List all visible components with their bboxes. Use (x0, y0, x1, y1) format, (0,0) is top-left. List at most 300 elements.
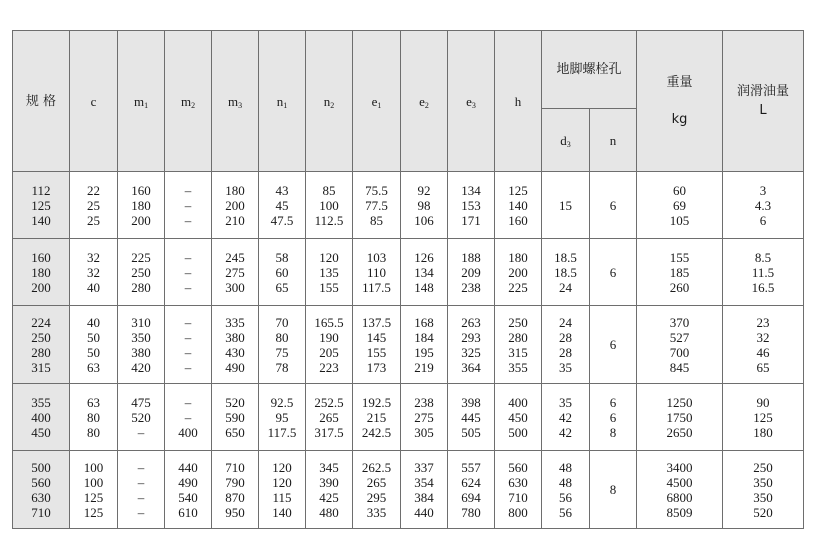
cell-value: 43 (275, 182, 289, 198)
cell-n1 (259, 306, 306, 384)
cell-value: 355 (508, 359, 528, 375)
cell-n (590, 172, 637, 239)
cell-value: 112 (31, 182, 51, 198)
cell-value: – (184, 329, 192, 345)
cell-value: 106 (414, 212, 434, 228)
header-n2-base: n (323, 93, 331, 109)
cell-m2 (165, 451, 212, 529)
cell-value: 8509 (666, 504, 693, 520)
cell-value: 160 (508, 212, 528, 228)
cell-value: 110 (366, 264, 387, 280)
cell-value: 950 (225, 504, 245, 520)
cell-m1 (118, 306, 165, 384)
cell-value: 610 (178, 504, 198, 520)
cell-value: 398 (461, 394, 481, 410)
cell-d3 (542, 172, 590, 239)
cell-h (495, 451, 542, 529)
cell-m1 (118, 384, 165, 451)
cell-value: 40 (87, 314, 100, 330)
header-n: n (590, 109, 637, 172)
cell-value: 317.5 (314, 424, 344, 440)
cell-value: 160 (31, 249, 51, 265)
cell-c (70, 239, 118, 306)
cell-value: 3400 (666, 459, 693, 475)
cell-value: 527 (669, 329, 690, 345)
cell-value: 23 (756, 314, 770, 330)
table-row (13, 239, 804, 306)
cell-value: 560 (31, 474, 51, 490)
cell-oil (723, 172, 804, 239)
cell-value: 125 (83, 504, 104, 520)
cell-value: 168 (414, 314, 434, 330)
cell-value: 126 (414, 249, 434, 265)
cell-value: 293 (461, 329, 481, 345)
cell-value: 45 (275, 197, 289, 213)
cell-value: 120 (319, 249, 339, 265)
cell-value: 335 (366, 504, 387, 520)
header-d3 (542, 109, 590, 172)
cell-value: 125 (508, 182, 528, 198)
cell-value: 125 (31, 197, 51, 213)
header-e2-sub: 2 (424, 100, 429, 110)
cell-value: 354 (414, 474, 434, 490)
cell-value: 65 (275, 279, 289, 295)
cell-h (495, 306, 542, 384)
cell-value: 475 (131, 394, 151, 410)
cell-value: 70 (275, 314, 289, 330)
cell-value: 75.5 (365, 182, 388, 198)
cell-value: 540 (178, 489, 198, 505)
cell-spec (13, 384, 70, 451)
cell-value: 125 (753, 409, 773, 425)
cell-weight (637, 239, 723, 306)
cell-d3 (542, 384, 590, 451)
cell-oil (723, 451, 804, 529)
cell-weight (637, 451, 723, 529)
cell-value: 520 (225, 394, 245, 410)
header-oil-unit: L (759, 103, 767, 118)
cell-value: 80 (275, 329, 289, 345)
cell-value: 400 (508, 394, 528, 410)
cell-m3 (212, 451, 259, 529)
cell-value: 155 (319, 279, 339, 295)
cell-value: 560 (508, 459, 528, 475)
cell-value: 25 (87, 197, 100, 213)
cell-value: 140 (272, 504, 292, 520)
cell-m3 (212, 172, 259, 239)
cell-value: 520 (753, 504, 773, 520)
header-oil (723, 31, 804, 172)
cell-value: 117.5 (362, 279, 391, 295)
cell-oil (723, 306, 804, 384)
cell-value: 92 (417, 182, 431, 198)
cell-value: 35 (559, 394, 572, 410)
cell-value: 48 (559, 474, 572, 490)
cell-m2 (165, 239, 212, 306)
cell-value: 69 (673, 197, 687, 213)
cell-value: 63 (87, 359, 100, 375)
cell-value: 28 (559, 344, 572, 360)
cell-value: 135 (319, 264, 339, 280)
cell-value: 40 (87, 279, 100, 295)
cell-value: 80 (87, 424, 100, 440)
cell-value: 2650 (666, 424, 693, 440)
cell-value: 4.3 (754, 197, 772, 213)
cell-m3 (212, 306, 259, 384)
cell-value: 100 (83, 474, 104, 490)
cell-value: 337 (414, 459, 434, 475)
cell-value: 75 (275, 344, 289, 360)
cell-value: 173 (366, 359, 387, 375)
spec-table (12, 30, 804, 529)
cell-value: 180 (31, 264, 51, 280)
header-weight (637, 31, 723, 172)
cell-value: 77.5 (365, 197, 388, 213)
cell-value: 148 (414, 279, 434, 295)
header-d3-base: d (560, 132, 567, 148)
cell-value: 80 (87, 409, 100, 425)
cell-value: 355 (31, 394, 51, 410)
cell-value: 335 (225, 314, 245, 330)
cell-value: 95 (275, 409, 289, 425)
cell-n (590, 306, 637, 384)
cell-m1 (118, 172, 165, 239)
cell-m1 (118, 451, 165, 529)
cell-d3 (542, 451, 590, 529)
cell-n (590, 239, 637, 306)
cell-value: 134 (461, 182, 481, 198)
cell-value: – (137, 459, 145, 475)
cell-m2 (165, 172, 212, 239)
cell-value: 450 (508, 409, 528, 425)
cell-value: 195 (414, 344, 434, 360)
cell-value: 350 (753, 489, 773, 505)
cell-value: 6 (609, 197, 617, 213)
cell-n2 (306, 172, 353, 239)
header-oil-label: 润滑油量 (737, 84, 790, 99)
cell-value: 275 (414, 409, 434, 425)
cell-value: 624 (461, 474, 481, 490)
cell-value: 16.5 (751, 279, 775, 295)
header-e3-sub: 3 (471, 100, 476, 110)
cell-value: 140 (31, 212, 51, 228)
cell-value: 165.5 (314, 314, 344, 330)
cell-value: 420 (131, 359, 151, 375)
cell-value: 345 (319, 459, 339, 475)
cell-e2 (401, 306, 448, 384)
cell-value: 190 (319, 329, 339, 345)
cell-value: – (184, 314, 192, 330)
cell-value: – (137, 424, 145, 440)
cell-value: 445 (461, 409, 481, 425)
header-m3 (212, 31, 259, 172)
cell-value: 11.5 (751, 264, 775, 280)
cell-spec (13, 172, 70, 239)
cell-value: 440 (414, 504, 434, 520)
cell-value: 24 (559, 279, 572, 295)
cell-e1 (353, 451, 401, 529)
cell-value: 224 (31, 314, 51, 330)
cell-value: 25 (87, 212, 100, 228)
header-m3-base: m (227, 93, 239, 109)
cell-value: 160 (131, 182, 151, 198)
cell-value: 780 (461, 504, 481, 520)
cell-value: 145 (366, 329, 387, 345)
cell-value: 384 (414, 489, 434, 505)
cell-value: 50 (87, 344, 100, 360)
cell-value: 117.5 (267, 424, 297, 440)
cell-value: 8 (609, 424, 617, 440)
cell-value: – (184, 212, 192, 228)
cell-value: 60 (673, 182, 687, 198)
cell-value: 280 (131, 279, 151, 295)
cell-value: 370 (669, 314, 690, 330)
cell-e2 (401, 384, 448, 451)
cell-value: 63 (87, 394, 100, 410)
header-e1-base: e (371, 93, 378, 109)
header-e3 (448, 31, 495, 172)
cell-oil (723, 239, 804, 306)
cell-value: 390 (319, 474, 339, 490)
cell-value: 1250 (666, 394, 693, 410)
cell-value: – (184, 264, 192, 280)
cell-value: 710 (508, 489, 528, 505)
cell-value: 315 (508, 344, 528, 360)
cell-m2 (165, 384, 212, 451)
cell-e3 (448, 384, 495, 451)
cell-value: 32 (87, 264, 100, 280)
cell-e2 (401, 239, 448, 306)
cell-n2 (306, 451, 353, 529)
cell-value: 60 (275, 264, 289, 280)
cell-value: 790 (225, 474, 245, 490)
table-row (13, 306, 804, 384)
cell-value: 85 (370, 212, 383, 228)
cell-value: 245 (225, 249, 245, 265)
cell-value: 219 (414, 359, 434, 375)
cell-value: 380 (131, 344, 151, 360)
cell-value: 315 (31, 359, 51, 375)
cell-value: 364 (461, 359, 481, 375)
cell-value: 4500 (666, 474, 693, 490)
cell-value: 120 (272, 459, 292, 475)
cell-value: 6 (609, 394, 617, 410)
cell-spec (13, 239, 70, 306)
header-d3-sub: 3 (566, 139, 571, 149)
cell-value: 223 (319, 359, 339, 375)
cell-value: 32 (87, 249, 100, 265)
cell-value: 6 (759, 212, 767, 228)
cell-value: 500 (508, 424, 528, 440)
cell-value: 98 (417, 197, 431, 213)
cell-value: 200 (31, 279, 51, 295)
cell-oil (723, 384, 804, 451)
cell-e1 (353, 172, 401, 239)
cell-value: 35 (559, 359, 572, 375)
header-weight-label: 重量 (666, 75, 693, 90)
header-n2 (306, 31, 353, 172)
table-header (13, 31, 804, 172)
cell-value: 800 (508, 504, 528, 520)
cell-value: 215 (366, 409, 387, 425)
cell-value: 120 (272, 474, 292, 490)
cell-value: 8 (609, 482, 617, 497)
cell-value: 265 (319, 409, 339, 425)
cell-value: 32 (756, 329, 770, 345)
cell-value: – (137, 474, 145, 490)
cell-c (70, 306, 118, 384)
table-body (13, 172, 804, 529)
cell-value: 90 (756, 394, 770, 410)
header-e1-sub: 1 (377, 100, 382, 110)
cell-value: 238 (414, 394, 434, 410)
cell-value: 100 (83, 459, 104, 475)
cell-weight (637, 384, 723, 451)
cell-n2 (306, 239, 353, 306)
cell-value: 205 (319, 344, 339, 360)
header-e2 (401, 31, 448, 172)
cell-value: 50 (87, 329, 100, 345)
cell-value: 520 (131, 409, 151, 425)
cell-value: – (184, 409, 192, 425)
cell-value: 6 (609, 409, 617, 425)
cell-value: 590 (225, 409, 245, 425)
cell-n1 (259, 451, 306, 529)
cell-value: 92.5 (270, 394, 294, 410)
cell-value: 200 (131, 212, 151, 228)
cell-d3 (542, 306, 590, 384)
cell-value: 192.5 (361, 394, 392, 410)
cell-value: 480 (319, 504, 339, 520)
header-m1 (118, 31, 165, 172)
cell-value: 242.5 (361, 424, 392, 440)
cell-m3 (212, 239, 259, 306)
cell-value: 305 (414, 424, 434, 440)
cell-value: 280 (31, 344, 51, 360)
header-c: c (70, 31, 118, 172)
cell-n1 (259, 172, 306, 239)
cell-e2 (401, 172, 448, 239)
cell-value: – (184, 197, 192, 213)
cell-value: 6 (609, 337, 617, 352)
cell-value: 694 (461, 489, 481, 505)
cell-n2 (306, 306, 353, 384)
cell-m2 (165, 306, 212, 384)
cell-value: 180 (131, 197, 151, 213)
cell-value: 1750 (666, 409, 693, 425)
cell-m3 (212, 384, 259, 451)
header-n1-sub: 1 (283, 100, 288, 110)
header-anchor-bolt-holes: 地脚螺栓孔 (542, 31, 637, 109)
cell-value: 65 (756, 359, 770, 375)
cell-n (590, 384, 637, 451)
cell-value: 140 (508, 197, 528, 213)
cell-value: – (184, 279, 192, 295)
header-e3-base: e (466, 93, 472, 109)
table-row (13, 172, 804, 239)
cell-value: 350 (131, 329, 151, 345)
cell-e3 (448, 239, 495, 306)
cell-value: 155 (366, 344, 387, 360)
cell-n (590, 451, 637, 529)
cell-value: 225 (131, 249, 151, 265)
cell-value: 6800 (666, 489, 693, 505)
header-n1 (259, 31, 306, 172)
cell-value: 137.5 (361, 314, 392, 330)
cell-value: 18.5 (554, 249, 577, 265)
cell-value: 710 (31, 504, 51, 520)
cell-value: 125 (83, 489, 104, 505)
cell-value: – (184, 182, 192, 198)
cell-n1 (259, 384, 306, 451)
cell-e1 (353, 239, 401, 306)
cell-weight (637, 306, 723, 384)
cell-value: 250 (31, 329, 51, 345)
header-m2-base: m (180, 93, 192, 109)
cell-value: 56 (559, 489, 572, 505)
cell-value: – (184, 394, 192, 410)
cell-value: 134 (414, 264, 434, 280)
cell-h (495, 239, 542, 306)
cell-e1 (353, 306, 401, 384)
cell-n2 (306, 384, 353, 451)
cell-value: 262.5 (361, 459, 392, 475)
cell-value: 557 (461, 459, 481, 475)
cell-value: – (184, 344, 192, 360)
cell-value: 275 (225, 264, 245, 280)
header-n1-base: n (276, 93, 284, 109)
cell-value: 252.5 (314, 394, 344, 410)
cell-value: 845 (669, 359, 690, 375)
cell-value: 85 (322, 182, 336, 198)
header-m3-sub: 3 (238, 100, 243, 110)
cell-value: 225 (508, 279, 528, 295)
cell-value: 8.5 (754, 249, 772, 265)
cell-e1 (353, 384, 401, 451)
header-m1-sub: 1 (144, 100, 149, 110)
cell-value: 105 (669, 212, 690, 228)
cell-value: 490 (225, 359, 245, 375)
cell-value: 112.5 (314, 212, 344, 228)
header-e2-base: e (419, 93, 425, 109)
table-row (13, 451, 804, 529)
cell-value: 710 (225, 459, 245, 475)
cell-value: 22 (87, 182, 100, 198)
cell-value: 153 (461, 197, 481, 213)
cell-value: 325 (461, 344, 481, 360)
cell-value: 380 (225, 329, 245, 345)
cell-value: 450 (31, 424, 51, 440)
cell-value: – (184, 249, 192, 265)
cell-weight (637, 172, 723, 239)
cell-value: 238 (461, 279, 481, 295)
cell-value: 180 (753, 424, 773, 440)
cell-value: 250 (753, 459, 773, 475)
cell-value: 171 (461, 212, 481, 228)
cell-value: 250 (131, 264, 151, 280)
cell-n1 (259, 239, 306, 306)
cell-e3 (448, 172, 495, 239)
cell-m1 (118, 239, 165, 306)
cell-value: 6 (609, 264, 617, 280)
cell-value: 440 (178, 459, 198, 475)
cell-value: 78 (275, 359, 289, 375)
cell-value: 155 (669, 249, 690, 265)
cell-h (495, 384, 542, 451)
header-spec: 规 格 (13, 31, 70, 172)
cell-h (495, 172, 542, 239)
cell-value: 100 (319, 197, 339, 213)
